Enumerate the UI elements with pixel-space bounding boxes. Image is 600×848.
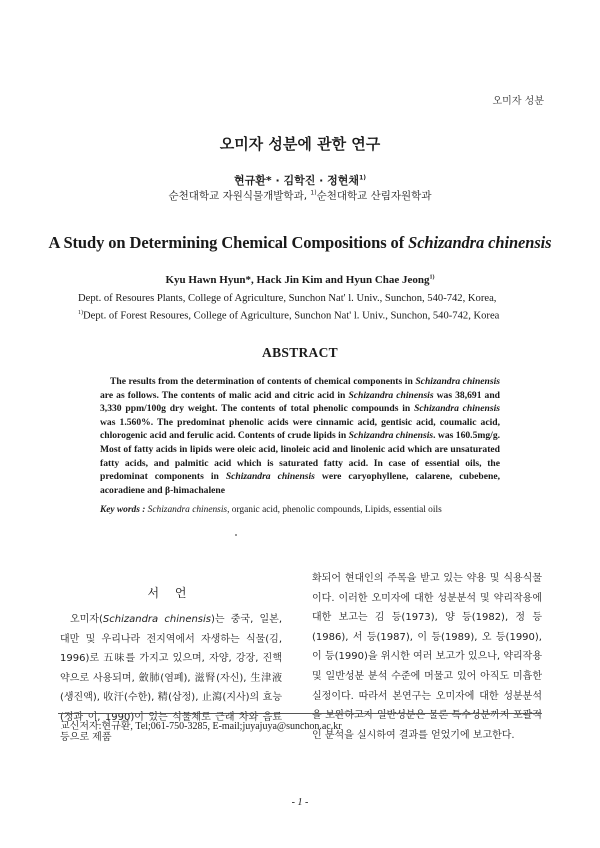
english-affil-2-line [78,306,538,324]
korean-affiliations [0,188,600,203]
korean-authors [0,172,600,188]
abstract-species-3: Schizandra chinensis [414,403,500,415]
abstract-species-2: Schizandra chinensis [348,389,434,401]
english-title-species: Schizandra chinensis [408,233,552,252]
english-title-main: A Study on Determining Chemical Compositions of [48,233,409,252]
intro-left-text-a: 오미자( [70,614,103,625]
page-number: - 1 - [291,797,309,808]
english-author-sup: 1) [429,274,435,281]
abstract-text-4: was 1.560%. The predominat phenolic acids were cinnamic acid, gentisic acid, coumalic acid, chlorogenic acid and ferulic acid. Contents of crude lipids in [100,416,500,442]
abstract-text-6: were caryophyllene, calarene, cubebene, acoradiene and β-himachalene [100,471,500,496]
english-affil-1: Dept. of Resoures Plants, College of Agriculture, Sunchon Nat' l. Univ., Sunchon, 540-742, Korea, [78,293,497,304]
keywords-rest: , organic acid, phenolic compounds, Lipids, essential oils [227,505,442,515]
korean-author-sup: 1) [359,174,366,182]
korean-affil-sup: 1) [310,189,317,197]
abstract-species-4: Schizandra chinensis [348,430,434,442]
footnote-divider [58,713,542,714]
english-affiliations [78,291,538,324]
abstract-text-2: are as follows. The contents of malic acid and citric acid in [100,389,349,401]
korean-affil-a: 순천대학교 자원식물개발학과, [168,190,311,202]
abstract-body [100,375,500,497]
korean-affil-b: 순천대학교 산림자원학과 [316,190,432,202]
english-author-names: Kyu Hawn Hyun*, Hack Jin Kim and Hyun Chae Jeong [165,274,430,286]
intro-right-column [312,569,542,745]
abstract-heading: ABSTRACT [262,345,338,360]
intro-paragraph-continued: 화되어 현대인의 주목을 받고 있는 약용 및 식용식물이다. 이러한 오미자에 대한 성분분석 및 약리작용에 대한 보고는 김 등(1973), 양 등(1982), 정 등(1986), 서 등(1987), 이 등(1989), 오 등(1990), 이 등(1990)을 위시한 여러 보고가 있으나, 약리작용 및 일반성분 분석 수준에 머물고 있어 아직도 미흡한 실정이다. 따라서 본연구는 오미자에 대한 성분분석을 보완하고자 일반성분은 물론 특수성분까지 포괄적인 분석을 실시하여 결과를 얻었기에 보고한다. [312,573,542,741]
section-heading-introduction: 서 언 [147,586,193,600]
corresponding-author-footnote: 교신저자:현규환, Tel;061-750-3285, E-mail;juyajuya@sunchon.ac.kr [60,721,342,732]
stray-mark [235,534,237,536]
english-affil-2: Dept. of Forest Resoures, College of Agriculture, Sunchon Nat' l. Univ., Sunchon, 540-742, Korea [83,310,500,322]
keywords-label: Key words : [100,505,146,515]
abstract-text-1: The results from the determination of contents of chemical components in [110,376,416,387]
keywords [100,505,520,515]
abstract-species-1: Schizandra chinensis [415,376,501,387]
intro-left-text-b: )는 중국, 일본, 대만 및 우리나라 전지역에서 자생하는 식물(김, 1996)로 五味를 가지고 있으며, 자양, 강장, 진핵약으로 사용되며, 斂肺(염폐), 滋腎(자신), 生津液(생진액), 收汗(수한), 精(삽정), 止瀉(지사)의 효능(정과 이, 1990)이 있는 식물체로 근래 차와 음료 등으로 제품 [60,614,282,743]
abstract-text-3: was 38,691 and 3,330 ppm/100g dry weight. The contents of total phenolic compounds in [100,389,501,415]
intro-left-species: Schizandra chinensis [102,614,212,625]
korean-author-names: 현규환* · 김학진 · 정현채 [234,174,360,187]
running-head: 오미자 성분 [492,96,544,107]
english-authors [0,274,600,286]
english-title [0,233,600,253]
abstract-species-5: Schizandra chinensis [225,471,315,483]
keywords-species: Schizandra chinensis [145,505,228,515]
english-affil-2-sup: 1) [78,310,83,316]
korean-title: 오미자 성분에 관한 연구 [219,135,381,153]
abstract-text-5: . was 160.5mg/g. Most of fatty acids in lipids were oleic acid, linoleic acid and linolenic acid which are unsaturated fatty acids, and palmitic acid which is saturated fatty acid. In case of essential oils, the predominat components in [100,430,501,483]
